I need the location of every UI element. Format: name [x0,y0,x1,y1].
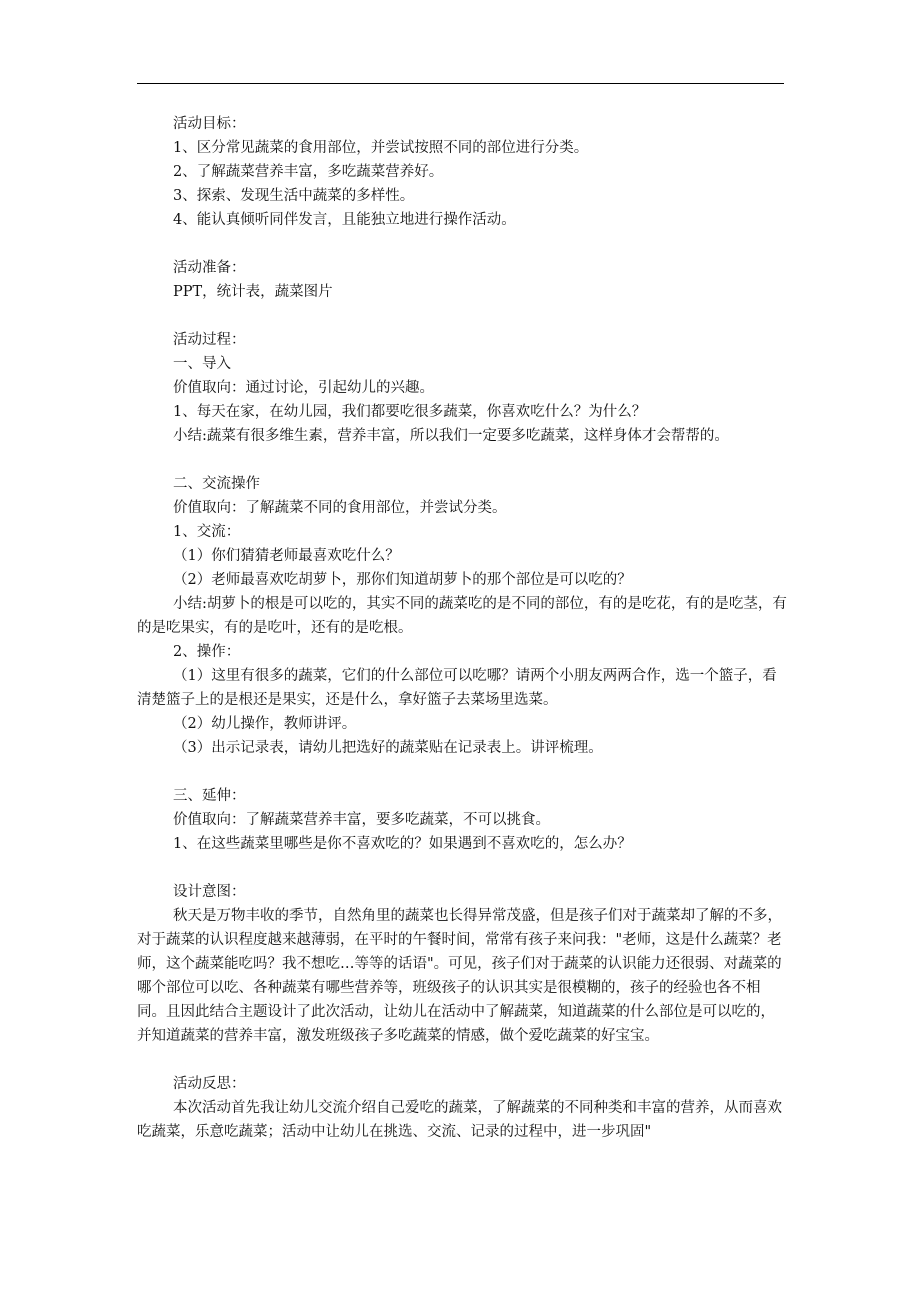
question-item: 1、在这些蔬菜里哪些是你不喜欢吃的？如果遇到不喜欢吃的，怎么办？ [173,836,632,852]
value-orientation: 价值取向：了解蔬菜不同的食用部位，并尝试分类。 [173,500,507,516]
goal-item: 1、区分常见蔬菜的食用部位，并尝试按照不同的部位进行分类。 [173,140,589,156]
step-title: 1、交流： [173,524,241,540]
goal-item: 2、了解蔬菜营养丰富，多吃蔬菜营养好。 [173,164,444,180]
design-paragraph: 秋天是万物丰收的季节，自然角里的蔬菜也长得异常茂盛，但是孩子们对于蔬菜却了解的不多，对于蔬菜的认识程度越来越薄弱，在平时的午餐时间，常常有孩子来问我："老师，这是什么蔬菜？老师，这个蔬菜能吃吗？我不想吃…等等的话语"。可见，孩子们对于蔬菜的认识能力还很弱、对蔬菜的哪个部位可以吃、各种蔬菜有哪些营养等，班级孩子的认识其实是很模糊的，孩子的经验也各不相同。且因此结合主题设计了此次活动，让幼儿在活动中了解蔬菜，知道蔬菜的什么部位是可以吃的，并知道蔬菜的营养丰富，激发班级孩子多吃蔬菜的情感，做个爱吃蔬菜的好宝宝。 [137,908,782,1044]
prep-heading: 活动准备： [173,260,246,276]
step-item: （2）老师最喜欢吃胡萝卜，那你们知道胡萝卜的那个部位是可以吃的？ [173,572,632,588]
section-title: 三、延伸： [173,788,246,804]
value-orientation: 价值取向：通过讨论，引起幼儿的兴趣。 [173,380,434,396]
prep-item: PPT，统计表，蔬菜图片 [173,284,333,300]
goals-heading: 活动目标： [173,116,246,132]
section-title: 二、交流操作 [173,476,260,492]
goal-item: 4、能认真倾听同伴发言，且能独立地进行操作活动。 [173,212,516,228]
section-title: 一、导入 [173,356,231,372]
header-rule [137,83,784,84]
summary-text: 小结:蔬菜有很多维生素，营养丰富，所以我们一定要多吃蔬菜，这样身体才会帮帮的。 [173,428,729,444]
process-heading: 活动过程： [173,332,246,348]
step-title: 2、操作： [173,644,241,660]
reflection-paragraph: 本次活动首先我让幼儿交流介绍自己爱吃的蔬菜，了解蔬菜的不同种类和丰富的营养，从而喜欢吃蔬菜，乐意吃蔬菜；活动中让幼儿在挑选、交流、记录的过程中，进一步巩固" [137,1100,782,1140]
reflection-heading: 活动反思： [173,1076,246,1092]
summary-paragraph: 小结:胡萝卜的根是可以吃的，其实不同的蔬菜吃的是不同的部位，有的是吃花，有的是吃茎，有的是吃果实，有的是吃叶，还有的是吃根。 [137,596,787,636]
design-heading: 设计意图： [173,884,246,900]
step-item: （3）出示记录表，请幼儿把选好的蔬菜贴在记录表上。讲评梳理。 [173,740,603,756]
step-paragraph: （1）这里有很多的蔬菜，它们的什么部位可以吃哪？请两个小朋友两两合作，选一个篮子，看清楚篮子上的是根还是果实，还是什么，拿好篮子去菜场里选菜。 [137,668,777,708]
value-orientation: 价值取向：了解蔬菜营养丰富，要多吃蔬菜，不可以挑食。 [173,812,550,828]
step-item: （2）幼儿操作，教师讲评。 [173,716,357,732]
step-item: （1）你们猜猜老师最喜欢吃什么？ [173,548,400,564]
question-item: 1、每天在家，在幼儿园，我们都要吃很多蔬菜，你喜欢吃什么？为什么？ [173,404,647,420]
document-body [137,112,787,1144]
goal-item: 3、探索、发现生活中蔬菜的多样性。 [173,188,415,204]
